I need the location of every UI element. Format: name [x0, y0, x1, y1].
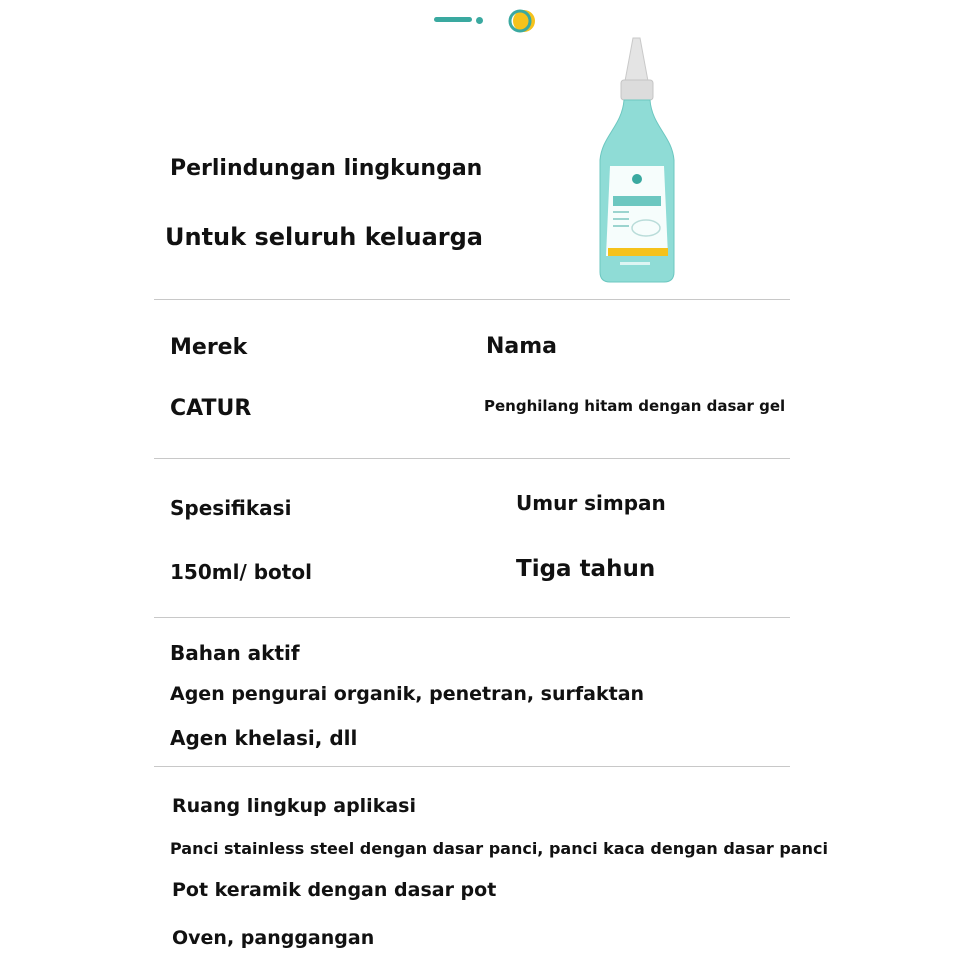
logo-dot	[476, 17, 483, 24]
scope-line-2: Pot keramik dengan dasar pot	[172, 879, 497, 901]
divider-3	[154, 617, 790, 618]
divider-1	[154, 299, 790, 300]
scope-label: Ruang lingkup aplikasi	[172, 795, 416, 817]
scope-line-1: Panci stainless steel dengan dasar panci, panci kaca dengan dasar panci	[170, 839, 828, 858]
ingredients-label: Bahan aktif	[170, 641, 300, 665]
tagline-family: Untuk seluruh keluarga	[165, 223, 483, 251]
brand-value: CATUR	[170, 396, 252, 421]
scope-line-3: Oven, panggangan	[172, 927, 375, 949]
name-label: Nama	[486, 334, 558, 359]
spec-label: Spesifikasi	[170, 496, 292, 520]
ingredients-line-1: Agen pengurai organik, penetran, surfaktan	[170, 683, 645, 705]
logo-ring-icon	[508, 8, 538, 34]
product-bottle-image	[588, 36, 688, 288]
divider-4	[154, 766, 790, 767]
shelf-life-value: Tiga tahun	[516, 556, 656, 582]
name-value: Penghilang hitam dengan dasar gel	[484, 397, 786, 415]
brand-label: Merek	[170, 335, 248, 360]
tagline-environment: Perlindungan lingkungan	[170, 156, 483, 181]
spec-value: 150ml/ botol	[170, 560, 312, 584]
logo-bar	[434, 17, 472, 22]
ingredients-line-2: Agen khelasi, dll	[170, 726, 358, 750]
divider-2	[154, 458, 790, 459]
shelf-life-label: Umur simpan	[516, 491, 666, 515]
